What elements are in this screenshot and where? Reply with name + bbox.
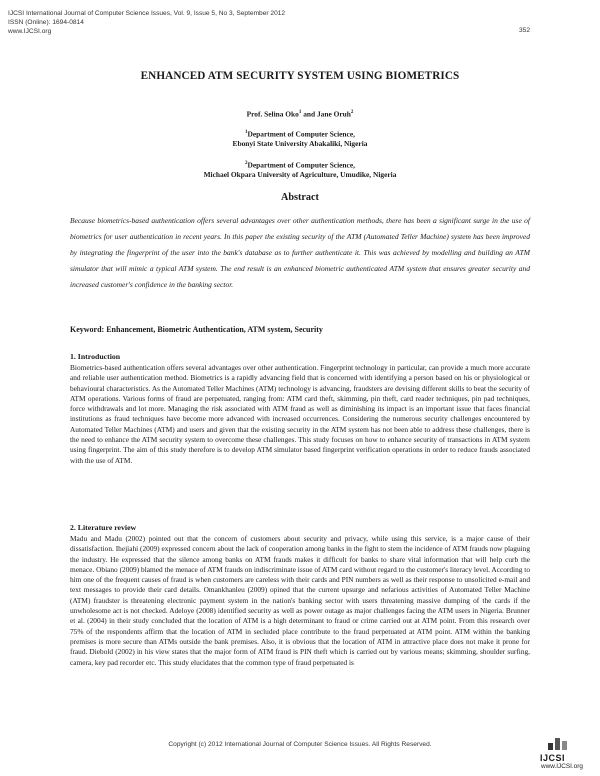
author-2-sup: 2 — [350, 110, 354, 115]
affiliation-1 — [0, 128, 600, 148]
paper-title: ENHANCED ATM SECURITY SYSTEM USING BIOMETRICS — [140, 70, 460, 82]
affiliation-2-inst: Michael Okpara University of Agriculture, Umudike, Nigeria — [203, 169, 397, 179]
author-1-sup: 1 — [298, 110, 302, 115]
abstract-heading: Abstract — [281, 192, 319, 203]
author-1: Prof. Selina Oko — [246, 109, 299, 119]
section-heading-introduction: 1. Introduction — [70, 352, 121, 361]
issn-line: ISSN (Online): 1694-0814 — [8, 19, 84, 26]
affiliation-2 — [0, 159, 600, 179]
affiliation-1-sup: 1 — [245, 130, 248, 135]
logo-url: www.IJCSI.org — [541, 763, 583, 770]
section-text-introduction: Biometrics-based authentication offers several advantages over other authentication. Fingerprint technology in particular, can provide a much more accurate and reliable user authentication method. Biometrics is a rapidly advancing field that is concerned with identifying a person based on his or physiological or behavioural characteristics. As the Automated Teller Machines (ATM) technology is advancing, fraudsters are devising different skills to beat the security of ATM operations. Various forms of fraud are perpetuated, ranging from: ATM card theft, skimming, pin theft, card reader techniques, pin pad techniques, force withdrawals and lot more. Managing the risk associated with ATM fraud as well as diminishing its impact is an important issue that faces financial institutions as fraud techniques have become more advanced with increased occurrences. Considering the numerous security challenges encountered by Automated Teller Machines (ATM) and users and given that the existing security in the ATM system has not been able to address these challenges, there is the need to enhance the ATM security system to overcome these challenges. This study focuses on how to enhance security of transactions in ATM system using fingerprint. The aim of this study therefore is to develop ATM simulator based fingerprint verification operations in order to reduce frauds associated with the use of ATM. — [70, 363, 530, 465]
journal-header: IJCSI International Journal of Computer Science Issues, Vol. 9, Issue 5, No 3, September 2012 — [8, 10, 286, 17]
page-number: 352 — [518, 27, 530, 34]
affiliation-2-sup: 2 — [245, 161, 248, 166]
affiliation-1-dept: Department of Computer Science, — [247, 129, 355, 139]
website-line: www.IJCSI.org — [8, 28, 52, 35]
copyright-footer: Copyright (c) 2012 International Journal of Computer Science Issues. All Rights Reserved. — [168, 741, 432, 748]
affiliation-1-inst: Ebonyi State University Abakaliki, Nigeria — [232, 138, 368, 148]
keywords: Keyword: Enhancement, Biometric Authentication, ATM system, Security — [70, 325, 323, 334]
authors — [0, 108, 600, 119]
logo-name: IJCSI — [540, 753, 566, 763]
author-2: and Jane Oruh — [301, 109, 351, 119]
section-text-literature-review: Madu and Madu (2002) pointed out that the concern of customers about security and privacy, while using this service, is a major cause of their dissatisfaction. Ihejiahi (2009) expressed concern about the lack of cooperation among banks in the fight to stem the incidence of ATM frauds now plaguing the industry. He expressed that the silence among banks on ATM frauds makes it difficult for banks to share vital information that will help curb the menace. Obiano (2009) blamed the menace of ATM frauds on indiscriminate issue of ATM card without regard to the customer's literacy level. According to him one of the frequent causes of fraud is when customers are careless with their cards and PIN numbers as well as their response to unsolicited e-mail and text messages to provide their card details. Omankhanleu (2009) opined that the current upsurge and nefarious activities of Automated Teller Machine (ATM) fraudster is threatening electronic payment system in the nation's banking sector with users threatening massive dumping of the cards if the unwholesome act is not checked. Adeloye (2008) identified security as well as power outage as major challenges facing the ATM users in Nigeria. Brunner et al. (2004) in their study concluded that the location of ATM is a high determinant to fraud or crime carried out at ATM point. From this research over 75% of the respondents affirm that the location of ATM in secluded place contribute to the fraud perpetuated at ATM point. ATM within the banking premises is more secure than ATMs outside the bank premises. Also, it is obvious that the location of ATM in attractive place does not make it prone for fraud. Diebold (2002) in his view states that the major form of ATM fraud is PIN theft which is carried out by various means; skimming, shoulder surfing, camera, key pad recorder etc. This study elucidates that the common type of fraud perpetuated is — [70, 534, 530, 667]
affiliation-2-dept: Department of Computer Science, — [247, 160, 355, 170]
abstract-text: Because biometrics-based authentication offers several advantages over other authentication methods, there has been a significant surge in the use of biometrics for user authentication in recent years. In this paper the existing security of the ATM (Automated Teller Machine) system has been improved by integrating the fingerprint of the user into the bank's database as to further authenticate it. This was achieved by modelling and building an ATM simulator that will mimic a typical ATM system. The end result is an enhanced biometric authenticated ATM system that ensures greater security and increased customer's confidence in the banking sector. — [70, 216, 530, 290]
section-heading-literature-review: 2. Literature review — [70, 523, 137, 532]
